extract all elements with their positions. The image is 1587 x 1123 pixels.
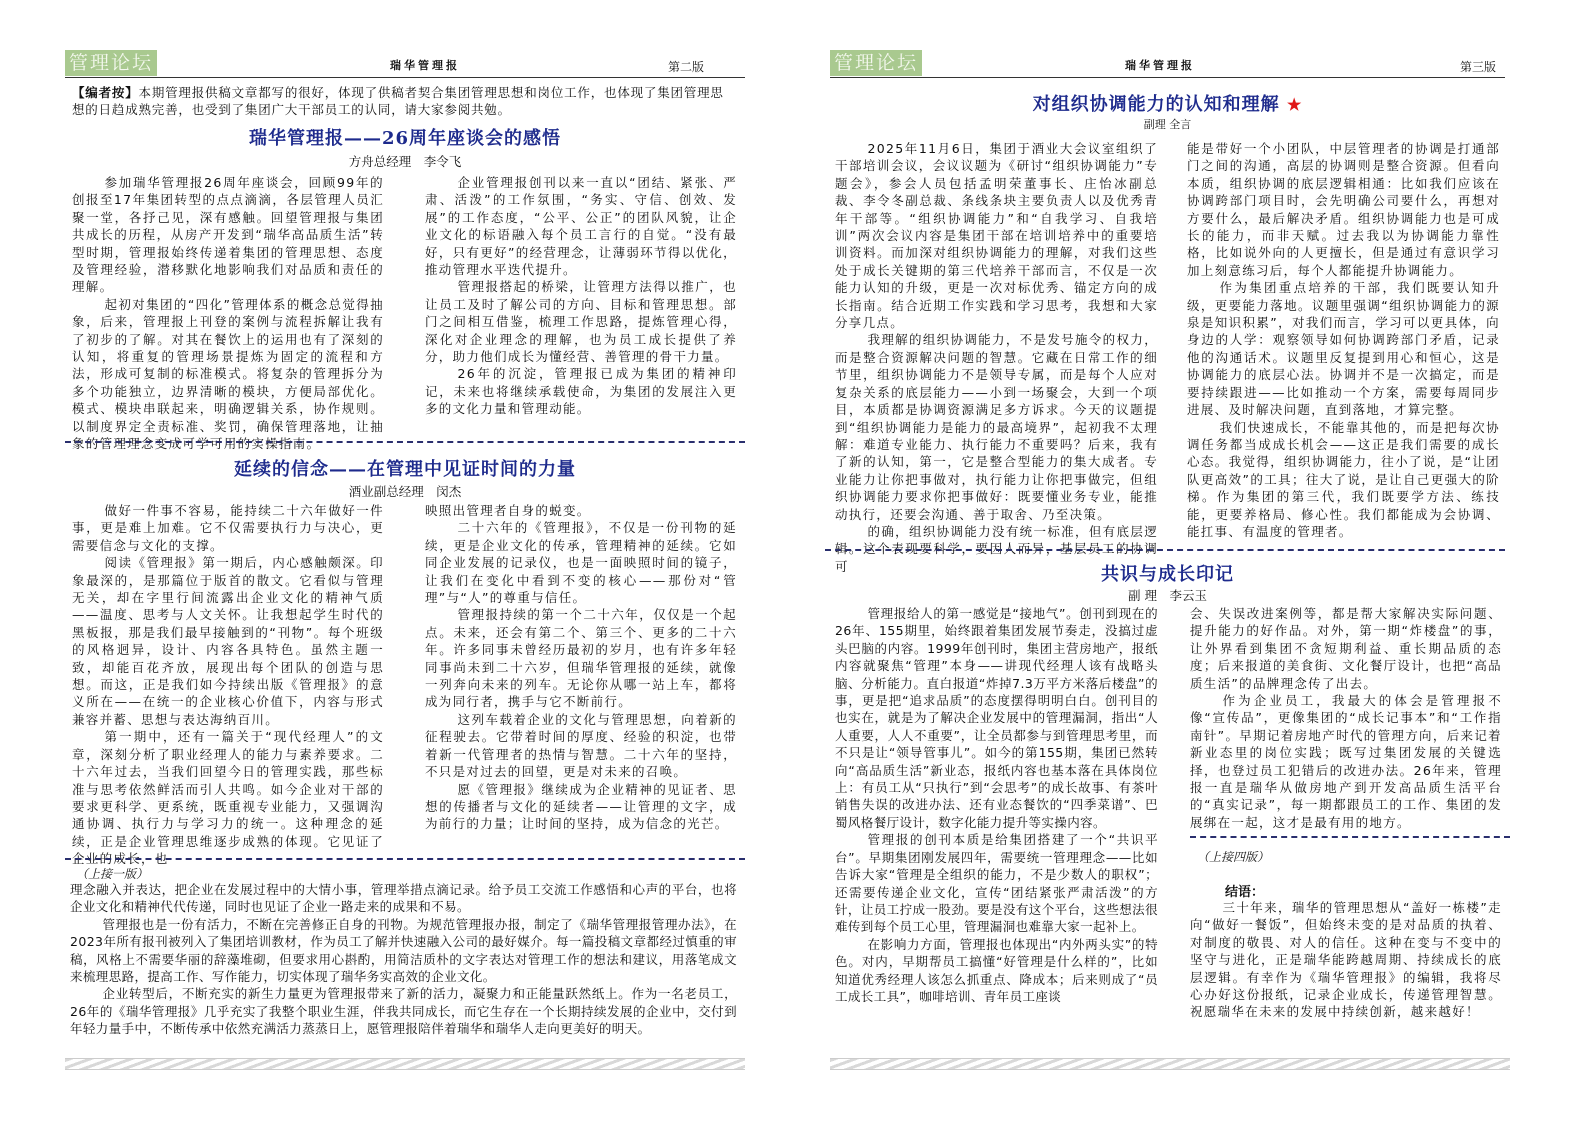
continued-from-label: （上接一版） xyxy=(76,867,149,881)
article-author: 酒业副总经理 闵杰 xyxy=(348,484,462,499)
article-column xyxy=(835,605,1158,1005)
article-column xyxy=(1190,605,1502,831)
header-rule xyxy=(830,77,1505,78)
section-divider xyxy=(1190,836,1510,838)
article-column xyxy=(425,502,737,833)
article-column xyxy=(72,502,384,868)
article-title: 瑞华管理报——26周年座谈会的感悟 xyxy=(248,128,562,149)
article-title: 共识与成长印记 xyxy=(1101,564,1234,585)
section-logo: 管理论坛 xyxy=(830,50,922,76)
article-author: 方舟总经理 李令飞 xyxy=(348,154,462,169)
paragraph: 会、失误改进案例等，都是帮大家解决实际问题、提升能力的好作品。对外，第一期“炸楼盘”的事，让外界看到集团不贪短期利益、重长期品质的态度；后来报道的美食街、文化餐厅设计，也把“高品质生活”的品牌理念传了出去。 xyxy=(1190,606,1502,691)
paragraph: 参加瑞华管理报26周年座谈会，回顾99年的创报至17年集团转型的点点滴滴，各层管理人员汇聚一堂，各抒己见，深有感触。回望管理报与集团共成长的历程，从房产开发到“瑞华高品质生活”转型时期，管理报始终传递着集团的管理思想、态度及管理经验，潜移默化地影响我们对品质和责任的理解。 xyxy=(72,175,384,295)
star-icon: ★ xyxy=(1286,95,1303,114)
decorative-footer-band xyxy=(830,1058,1510,1070)
edition-label: 第二版 xyxy=(668,60,705,74)
edition-label: 第三版 xyxy=(1460,60,1497,74)
paragraph: 作为企业员工，我最大的体会是管理报不像“宣传品”，更像集团的“成长记事本”和“工作指南针”。早期记着房地产时代的管理方向，后来记着新业态里的岗位实践；既写过集团发展的关键选择，也登过员工犯错后的改进办法。26年来，管理报一直是瑞华从做房地产到开发高品质生活平台的“真实记录”，每一期都跟员工的工作、集团的发展绑在一起，这才是最有用的地方。 xyxy=(1190,693,1502,830)
paragraph: 我们快速成长，不能靠其他的，而是把每次协调任务都当成成长机会——这正是我们需要的成长心态。我觉得，组织协调能力，往小了说，是“让团队更高效”的工具；往大了说，是让自己更强大的阶梯。作为集团的第三代，我们既要学方法、练技能，更要养格局、修心性。我们都能成为会协调、能扛事、有温度的管理者。 xyxy=(1187,419,1500,539)
decorative-footer-band xyxy=(65,1058,745,1070)
article-column xyxy=(835,140,1158,575)
paragraph: 管理报持续的第一个二十六年，仅仅是一个起点。未来，还会有第二个、第三个、更多的二十六年。许多同事未曾经历最初的岁月，也有许多年轻同事尚未到二十六岁，但瑞华管理报的延续，就像一列奔向未来的列车。无论你从哪一站上车，都将成为同行者，携手与它不断前行。 xyxy=(425,607,737,710)
article-author: 副理 全言 xyxy=(1143,118,1192,131)
paper-name: 瑞华管理报 xyxy=(1125,59,1195,72)
paragraph: 26年的沉淀，管理报已成为集团的精神印记，未来也将继续承载使命，为集团的发展注入更多的文化力量和管理动能。 xyxy=(425,366,737,417)
paragraph: 第一期中，还有一篇关于“现代经理人”的文章，深刻分析了职业经理人的能力与素养要求。二十六年过去，当我们回望今日的管理实践，那些标准与思考依然鲜活而引人共鸣。如今企业对干部的要求更科学、更系统，既重视专业能力，又强调沟通协调、执行力与学习力的统一。这种理念的延续，正是企业管理思维逐步成熟的体现。它见证了企业的成长，也 xyxy=(72,729,384,867)
editor-note xyxy=(72,84,737,119)
article-column xyxy=(425,174,737,418)
section-logo: 管理论坛 xyxy=(65,50,157,76)
paragraph: 阅读《管理报》第一期后，内心感触颇深。印象最深的，是那篇位于版首的散文。它看似与管理无关，却在字里行间流露出企业文化的精神气质——温度、思考与人文关怀。让我想起学生时代的黑板报，那是我们最早接触到的“刊物”。每个班级的风格迥异，设计、内容各具特色。虽然主题一致，却能百花齐放，展现出每个团队的创造与思想。而这，正是我们如今持续出版《管理报》的意义所在——在统一的企业核心价值下，内容与形式兼容并蓄、思想与表达海纳百川。 xyxy=(72,555,384,727)
paragraph: 能是带好一个小团队，中层管理者的协调是打通部门之间的沟通，高层的协调则是整合资源。但看向本质，组织协调的底层逻辑相通：比如我们应该在协调跨部门项目时，会先明确公司要什么，再想对方要什么，最后解决矛盾。组织协调能力也是可成长的能力，而非天赋。过去我以为协调能力靠性格，比如说外向的人更擅长，但是通过有意识学习加上刻意练习后，每个人都能提升协调能力。 xyxy=(1187,141,1500,278)
article-title xyxy=(830,90,1505,116)
paragraph: 在影响力方面，管理报也体现出“内外两头实”的特色。对内，早期帮员工搞懂“好管理是什么样的”，比如知道优秀经理人该怎么抓重点、降成本；后来则成了“员工成长工具”，咖啡培训、青年员工座谈 xyxy=(835,936,1158,1004)
article-column xyxy=(1187,140,1500,540)
paragraph: 管理报的创刊本质是给集团搭建了一个“共识平台”。早期集团刚发展四年，需要统一管理理念——比如告诉大家“管理是全组织的能力，不是少数人的职权”；还需要传递企业文化，宣传“团结紧张严肃活泼”的方针，让员工拧成一股劲。要是没有这个平台，这些想法很难传到每个员工心里，管理漏洞也难靠大家一起补上。 xyxy=(835,832,1158,935)
article-title-text: 对组织协调能力的认知和理解 xyxy=(1032,94,1280,115)
paragraph: 企业转型后，不断充实的新生力量更为管理报带来了新的活力，凝聚力和正能量跃然纸上。作为一名老员工，26年的《瑞华管理报》几乎充实了我整个职业生涯，伴我共同成长，而它生存在一个长期持续发展的企业中，交付到年轻力量手中，不断传承中依然充满活力蒸蒸日上，愿管理报陪伴着瑞华和瑞华人走向更美好的明天。 xyxy=(70,986,737,1037)
paragraph: 二十六年的《管理报》，不仅是一份刊物的延续，更是企业文化的传承，管理精神的延续。它如同企业发展的记录仪，也是一面映照时间的镜子，让我们在变化中看到不变的核心——那份对“管理”与“人”的尊重与信任。 xyxy=(425,520,737,606)
editor-note-text: 本期管理报供稿文章都写的很好，体现了供稿者契合集团管理思想和岗位工作，也体现了集团管理思想的日趋成熟完善，也受到了集团广大干部员工的认同，请大家参阅共勉。 xyxy=(72,85,724,118)
header-rule xyxy=(65,77,745,78)
paper-name: 瑞华管理报 xyxy=(390,59,460,72)
section-divider xyxy=(65,441,745,443)
article-author: 副 理 李云玉 xyxy=(1128,588,1207,603)
paragraph: 管理报给人的第一感觉是“接地气”。创刊到现在的26年、155期里，始终跟着集团发展节奏走，没搞过虚头巴脑的内容。1999年创刊时，集团主营房地产，报纸内容就聚焦“管理”本身——讲现代经理人该有战略头脑、分析能力。直白报道“炸掉7.3万平方米落后楼盘”的事，更是把“追求品质”的态度摆得明明白白。创刊目的也实在，就是为了解决企业发展中的管理漏洞，指出“人人重要，人人不重要”，让全员都参与到管理思考里，而不只是让“领导管事儿”。如今的第155期，集团已然转向“高品质生活”新业态，报纸内容也基本落在具体岗位上：有员工从“只执行”到“会思考”的成长故事、有茶叶销售失误的改进办法、还有业态餐饮的“四季菜谱”、巴蜀风格餐厅设计，数字化能力提升等实操内容。 xyxy=(835,606,1158,830)
paragraph: 作为集团重点培养的干部，我们既要认知升级，更要能力落地。议题里强调“组织协调能力的源泉是知识积累”，对我们而言，学习可以更具体，向身边的人学：观察领导如何协调跨部门矛盾，记录他的沟通话术。议题里反复提到用心和恒心，这是协调能力的底层心法。协调并不是一次搞定，而是要持续跟进——比如推动一个方案，需要每周同步进展、及时解决问题，直到落地，才算完整。 xyxy=(1187,280,1500,418)
paragraph: 的确，组织协调能力没有统一标准，但有底层逻辑。这个表现要科学，要因人而异，基层员工的协调可 xyxy=(835,523,1158,574)
conclusion-heading: 结语： xyxy=(1225,885,1265,900)
paragraph: 理念融入并表达，把企业在发展过程中的大情小事，管理举措点滴记录。给予员工交流工作感悟和心声的平台，也将企业文化和精神代代传递，同时也见证了企业一路走来的成果和不易。 xyxy=(70,882,737,915)
paragraph: 企业管理报创刊以来一直以“团结、紧张、严肃、活泼”的工作氛围，“务实、守信、创效、发展”的工作态度，“公平、公正”的团队风貌，让企业文化的标语融入每个员工言行的自觉。“没有最好，只有更好”的经营理念，让薄弱环节得以优化，推动管理水平迭代提升。 xyxy=(425,175,737,278)
paragraph: 这列车载着企业的文化与管理思想，向着新的征程驶去。它带着时间的厚度、经验的积淀，也带着新一代管理者的热情与智慧。二十六年的坚持，不只是对过去的回望，更是对未来的召唤。 xyxy=(425,711,737,780)
continued-from-label: （上接四版） xyxy=(1197,850,1270,864)
paragraph: 三十年来，瑞华的管理思想从“盖好一栋楼”走向“做好一餐饭”，但始终未变的是对品质的执着、对制度的敬畏、对人的信任。这种在变与不变中的坚守与进化，正是瑞华能跨越周期、持续成长的底层逻辑。有幸作为《瑞华管理报》的编辑，我将尽心办好这份报纸，记录企业成长，传递管理智慧。祝愿瑞华在未来的发展中持续创新，越来越好！ xyxy=(1190,900,1502,1020)
article-column xyxy=(72,174,384,453)
paragraph: 起初对集团的“四化”管理体系的概念总觉得抽象，后来，管理报上刊登的案例与流程拆解让我有了初步的了解。对其在餐饮上的运用也有了深刻的认知，将重复的管理场景提炼为固定的流程和方法，形成可复制的标准模式。将复杂的管理拆分为多个功能独立，边界清晰的模块，方便局部优化。模式、模块串联起来，明确逻辑关系，协作规则。以制度界定全责标准、奖罚，确保管理落地，让抽象的管理理念变成可学可用的实操指南。 xyxy=(72,296,384,452)
continued-text xyxy=(70,881,737,1038)
editor-note-label: 【编者按】 xyxy=(72,85,139,100)
paragraph: 愿《管理报》继续成为企业精神的见证者、思想的传播者与文化的延续者——让管理的文字，成为前行的力量；让时间的坚持，成为信念的光芒。 xyxy=(425,781,737,832)
paragraph: 我理解的组织协调能力，不是发号施令的权力，而是整合资源解决问题的智慧。它藏在日常工作的细节里，组织协调能力不是领导专属，而是每个人应对复杂关系的底层能力——小到一场聚会，大到一个项目，本质都是协调资源满足多方诉求。今天的议题提到“组织协调能力是能力的最高境界”，起初我不太理解：难道专业能力、执行能力不重要吗？后来，我有了新的认知，第一，它是整合型能力的集大成者。专业能力让你把事做对，执行能力让你把事做完，但组织协调能力要求你把事做好：既要懂业务专业，能推动执行，还要会沟通、善于取舍、乃至决策。 xyxy=(835,332,1158,522)
paragraph: 做好一件事不容易，能持续二十六年做好一件事，更是难上加难。它不仅需要执行力与决心，更需要信念与文化的支撑。 xyxy=(72,503,384,553)
section-divider xyxy=(825,549,1505,551)
paragraph: 管理报也是一份有活力，不断在完善修正自身的刊物。为规范管理报办报，制定了《瑞华管理报管理办法》，在2023年所有报刊被列入了集团培训教材，作为员工了解并快速融入公司的最好媒介。每一篇投稿文章都经过慎重的审稿，风格上不需要华丽的辞藻堆砌，但要求用心斟酌，用简洁质朴的文字表达对管理工作的想法和建议，用落笔成文来梳理思路，提高工作、写作能力，切实体现了瑞华务实高效的企业文化。 xyxy=(70,916,737,985)
paragraph: 管理报搭起的桥梁，让管理方法得以推广，也让员工及时了解公司的方向、目标和管理思想。部门之间相互借鉴，梳理工作思路，提炼管理心得，深化对企业理念的理解，也为员工成长提供了养分，助力他们成长为懂经营、善管理的骨干力量。 xyxy=(425,279,737,365)
conclusion-text xyxy=(1190,899,1502,1021)
section-divider xyxy=(65,858,745,860)
article-title: 延续的信念——在管理中见证时间的力量 xyxy=(234,459,576,480)
paragraph: 2025年11月6日，集团于酒业大会议室组织了干部培训会议，会议议题为《研讨“组织协调能力”专题会》，参会人员包括孟明荣董事长、庄怡冰副总裁、李令冬副总裁、条线条块主要负责人以及优秀青年干部等。“组织协调能力”和“自我学习、自我培训”两次会议内容是集团干部在培训培养中的重要培训资料。而加深对组织协调能力的理解，对我们这些处于成长关键期的第三代培养干部而言，不仅是一次能力认知的升级，更是一次对标优秀、锚定方向的成长指南。结合近期工作实践和学习思考，我想和大家分享几点。 xyxy=(835,141,1158,331)
paragraph: 映照出管理者自身的蜕变。 xyxy=(425,503,591,518)
